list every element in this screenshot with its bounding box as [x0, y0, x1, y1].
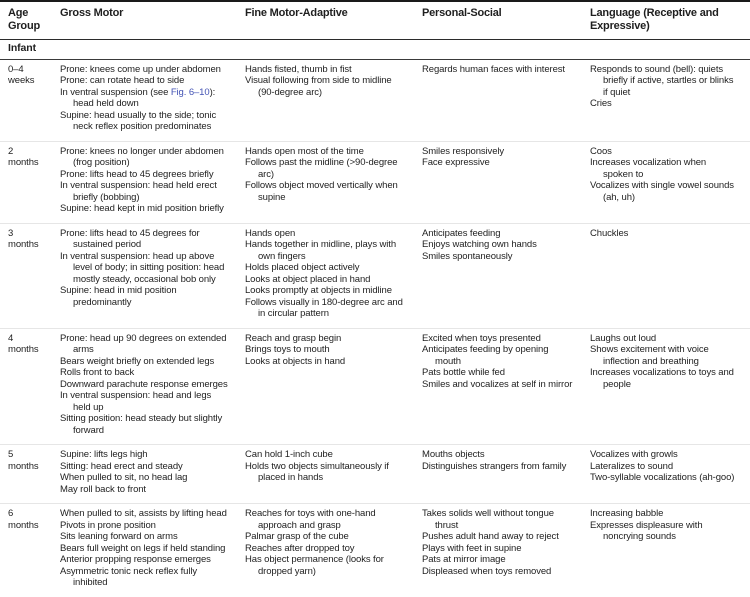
milestone-item: Supine: lifts legs high — [60, 449, 148, 460]
milestone-item: Reaches after dropped toy — [245, 542, 355, 554]
cell-language — [590, 146, 750, 215]
table-row — [0, 223, 750, 328]
cell-gross-motor — [60, 146, 245, 215]
milestone-item: Increasing babble — [590, 508, 664, 519]
cell-age-group: 2 months — [8, 145, 39, 168]
milestone-item: Smiles responsively — [422, 145, 505, 157]
milestone-item: In ventral suspension: head and legs held up — [60, 390, 212, 413]
milestone-item: Excited when toys presented — [422, 332, 541, 344]
milestone-item: Bears full weight on legs if held standing — [60, 542, 226, 554]
milestone-item: Hands open — [245, 227, 296, 239]
table-header-row — [0, 0, 750, 40]
cell-language — [590, 333, 750, 437]
milestone-item: Vocalizes with growls — [590, 449, 678, 460]
milestone-item: Sits leaning forward on arms — [60, 531, 178, 542]
cell-gross-motor — [60, 333, 245, 437]
cell-age-group: 3 months — [8, 227, 39, 250]
milestone-item: Downward parachute response emerges — [60, 378, 228, 390]
milestone-item: In ventral suspension: head up above level of body; in sitting position: head mostly steady, occasional bob only — [60, 250, 225, 285]
milestone-item: Pivots in prone position — [60, 519, 156, 531]
cell-age-group: 4 months — [8, 332, 39, 355]
cell-personal-social — [422, 146, 590, 215]
table-row — [0, 328, 750, 445]
milestone-item: Prone: lifts head to 45 degrees for sustained period — [60, 227, 200, 250]
milestone-item: In ventral suspension (see Fig. 6–10): head held down — [60, 86, 216, 109]
cell-language — [590, 449, 750, 495]
milestone-item: Hands together in midline, plays with own fingers — [245, 239, 397, 262]
milestone-item: Hands open most of the time — [245, 145, 364, 157]
cell-personal-social — [422, 228, 590, 320]
milestone-item: Rolls front to back — [60, 367, 135, 378]
milestone-item: Supine: head usually to the side; tonic neck reflex position predominates — [60, 109, 217, 132]
cell-personal-social — [422, 449, 590, 495]
milestone-item: Anticipates feeding by opening mouth — [422, 344, 549, 367]
milestone-item: Increases vocalizations to toys and people — [590, 367, 734, 390]
milestone-item: Holds placed object actively — [245, 262, 360, 273]
milestone-item: Vocalizes with single vowel sounds (ah, uh) — [590, 180, 734, 203]
milestone-item: Pats bottle while fed — [422, 367, 505, 378]
cell-personal-social — [422, 508, 590, 589]
milestone-item: Follows object moved vertically when supine — [245, 180, 398, 203]
milestone-item: Anterior propping response emerges — [60, 554, 211, 565]
cell-fine-motor-adaptive — [245, 508, 422, 589]
milestone-item: Responds to sound (bell): quiets briefly if active, startles or blinks if quiet — [590, 63, 734, 98]
cell-age-group: 0–4 weeks — [8, 63, 35, 86]
column-header-personal-social: Personal-Social — [422, 7, 502, 19]
column-header-gross-motor: Gross Motor — [60, 7, 124, 19]
milestone-item: Bears weight briefly on extended legs — [60, 355, 215, 367]
milestone-item: Pushes adult hand away to reject — [422, 531, 559, 542]
table-row — [0, 503, 750, 597]
milestone-item: When pulled to sit, assists by lifting head — [60, 508, 227, 519]
milestone-item: Brings toys to mouth — [245, 344, 330, 355]
cell-gross-motor — [60, 228, 245, 320]
milestone-item: Looks promptly at objects in midline — [245, 285, 392, 296]
cell-personal-social — [422, 333, 590, 437]
milestone-item: Cries — [590, 98, 612, 109]
milestone-item: Coos — [590, 145, 612, 157]
milestone-item: Reaches for toys with one-hand approach and grasp — [245, 508, 376, 531]
milestone-item: Prone: knees no longer under abdomen (frog position) — [60, 145, 224, 168]
milestone-item: Prone: head up 90 degrees on extended arms — [60, 332, 227, 355]
cell-fine-motor-adaptive — [245, 64, 422, 133]
milestone-item: Plays with feet in supine — [422, 542, 522, 554]
milestone-item: Distinguishes strangers from family — [422, 460, 567, 472]
milestone-item: Regards human faces with interest — [422, 63, 565, 75]
cell-fine-motor-adaptive — [245, 228, 422, 320]
milestone-item: Prone: lifts head to 45 degrees briefly — [60, 168, 214, 180]
cell-personal-social — [422, 64, 590, 133]
milestone-item: Laughs out loud — [590, 332, 657, 344]
milestone-item: Increases vocalization when spoken to — [590, 157, 707, 180]
milestone-item: Visual following from side to midline (90-degree arc) — [245, 75, 392, 98]
milestone-item: Face expressive — [422, 157, 490, 168]
milestone-item: Shows excitement with voice inflection and breathing — [590, 344, 709, 367]
milestone-item: In ventral suspension: head held erect briefly (bobbing) — [60, 180, 217, 203]
milestone-item: Looks at objects in hand — [245, 355, 346, 367]
milestone-item: Smiles and vocalizes at self in mirror — [422, 378, 573, 390]
milestone-item: Looks at object placed in hand — [245, 273, 371, 285]
milestone-item: Holds two objects simultaneously if placed in hands — [245, 460, 389, 483]
column-header-fine-motor-adaptive: Fine Motor-Adaptive — [245, 7, 348, 19]
milestone-item: Displeased when toys removed — [422, 565, 552, 577]
cell-fine-motor-adaptive — [245, 333, 422, 437]
milestone-item: Chuckles — [590, 227, 629, 239]
milestone-item: Prone: knees come up under abdomen — [60, 63, 221, 75]
milestone-item: When pulled to sit, no head lag — [60, 472, 188, 483]
milestone-item: Has object permanence (looks for dropped yarn) — [245, 554, 384, 577]
milestone-item: Pats at mirror image — [422, 554, 506, 565]
cell-fine-motor-adaptive — [245, 146, 422, 215]
milestone-item: Enjoys watching own hands — [422, 239, 537, 250]
milestone-item: May roll back to front — [60, 483, 146, 495]
column-header-language: Language (Receptive and Expressive) — [590, 7, 719, 32]
milestone-item: Prone: can rotate head to side — [60, 75, 185, 86]
milestone-item: Lateralizes to sound — [590, 460, 674, 472]
table-body — [0, 60, 750, 597]
milestone-item: Hands fisted, thumb in fist — [245, 63, 352, 75]
milestone-item: Follows past the midline (>90-degree arc) — [245, 157, 398, 180]
milestone-item: Supine: head in mid position predominantly — [60, 285, 177, 308]
cell-language — [590, 508, 750, 589]
milestone-item: Sitting position: head steady but slightly forward — [60, 413, 223, 436]
cell-age-group: 5 months — [8, 449, 39, 472]
milestone-item: Can hold 1-inch cube — [245, 449, 333, 460]
cell-language — [590, 228, 750, 320]
table-row — [0, 141, 750, 223]
milestone-item: Two-syllable vocalizations (ah-goo) — [590, 472, 735, 483]
table-row — [0, 444, 750, 503]
cell-fine-motor-adaptive — [245, 449, 422, 495]
cell-gross-motor — [60, 449, 245, 495]
section-header-infant: Infant — [0, 40, 750, 60]
cell-language — [590, 64, 750, 133]
milestone-item: Follows visually in 180-degree arc and in circular pattern — [245, 296, 403, 319]
figure-reference-link[interactable]: Fig. 6–10 — [170, 86, 210, 98]
milestone-item: Asymmetric tonic neck reflex fully inhibited — [60, 565, 198, 588]
milestone-item: Mouths objects — [422, 449, 485, 460]
milestone-item: Palmar grasp of the cube — [245, 531, 349, 542]
cell-age-group: 6 months — [8, 508, 39, 531]
milestone-item: Supine: head kept in mid position briefly — [60, 203, 224, 214]
cell-gross-motor — [60, 64, 245, 133]
milestone-item: Takes solids well without tongue thrust — [422, 508, 554, 531]
milestone-item: Anticipates feeding — [422, 227, 501, 239]
milestone-item: Sitting: head erect and steady — [60, 460, 183, 472]
cell-gross-motor — [60, 508, 245, 589]
milestone-item: Expresses displeasure with noncrying sounds — [590, 519, 703, 542]
milestone-item: Smiles spontaneously — [422, 250, 513, 262]
column-header-age-group: Age Group — [8, 7, 40, 32]
table-row — [0, 60, 750, 141]
milestone-item: Reach and grasp begin — [245, 332, 342, 344]
